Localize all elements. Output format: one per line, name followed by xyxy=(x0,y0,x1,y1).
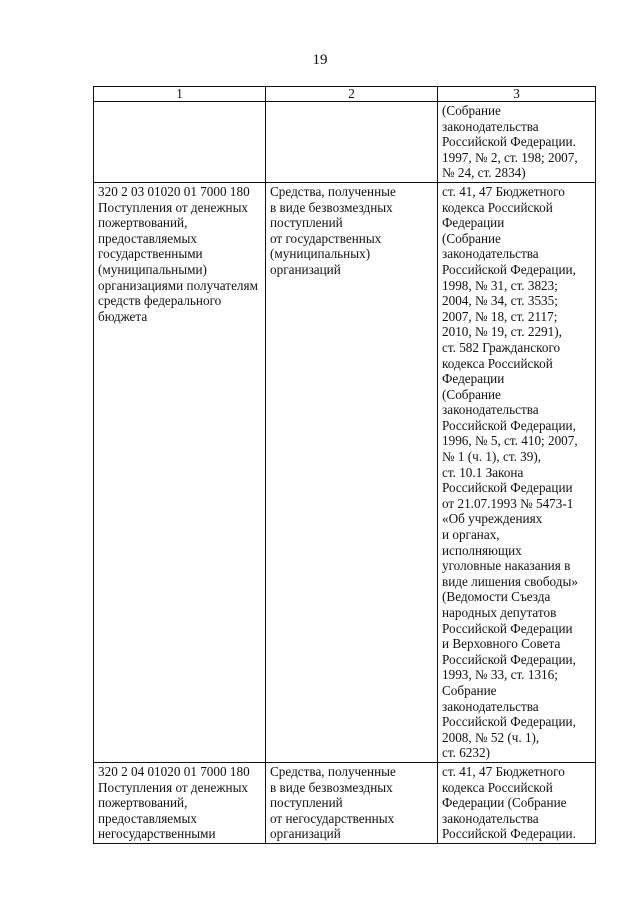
cell-text-line: 2008, № 52 (ч. 1), xyxy=(442,729,540,745)
header-col-3: 3 xyxy=(438,87,596,102)
cell-text-line: поступлений xyxy=(270,215,343,231)
cell-text-line: 320 2 03 01020 01 7000 180 xyxy=(98,183,250,199)
cell-text-line: организаций xyxy=(270,261,341,277)
cell-text-line: ст. 41, 47 Бюджетного xyxy=(442,763,565,779)
cell-text-line: № 1 (ч. 1), ст. 39), xyxy=(442,449,542,465)
cell-text-line: исполняющих xyxy=(442,542,522,558)
cell-text-line: бюджета xyxy=(98,308,148,324)
table-cell-col-2 xyxy=(266,182,438,762)
cell-text-line: 2004, № 34, ст. 3535; xyxy=(442,293,558,309)
cell-text-line: (Собрание xyxy=(442,386,501,402)
cell-text-line: законодательства xyxy=(442,118,539,134)
page-number: 19 xyxy=(312,52,328,68)
cell-text-line: № 24, ст. 2834) xyxy=(442,165,526,181)
cell-text-line: Российской Федерации xyxy=(442,620,573,636)
cell-text-line: Российской Федерации xyxy=(442,480,573,496)
cell-text-line: «Об учреждениях xyxy=(442,511,543,527)
cell-text-line: от негосударственных xyxy=(270,810,395,826)
table-header-row xyxy=(94,87,596,102)
cell-text-line: Федерации xyxy=(442,371,505,387)
cell-text-line: поступлений xyxy=(270,795,343,811)
cell-text-line: 1993, № 33, ст. 1316; xyxy=(442,667,558,683)
cell-text-line: 320 2 04 01020 01 7000 180 xyxy=(98,763,250,779)
table-row xyxy=(94,102,596,183)
cell-text-line: законодательства xyxy=(442,246,539,262)
cell-text-line: 1998, № 31, ст. 3823; xyxy=(442,277,558,293)
cell-text-line: (муниципальными) xyxy=(98,261,207,277)
cell-text-line: (муниципальных) xyxy=(270,246,371,262)
table-cell-col-3 xyxy=(438,182,596,762)
cell-text-line: Федерации xyxy=(442,215,505,231)
cell-text-line: Российской Федерации. xyxy=(442,826,576,842)
cell-text-line: законодательства xyxy=(442,810,539,826)
cell-text-line: Российской Федерации, xyxy=(442,261,576,277)
cell-text-line: Средства, полученные xyxy=(270,763,396,779)
header-col-1: 1 xyxy=(94,87,266,102)
cell-text-line: предоставляемых xyxy=(98,230,197,246)
cell-text-line: Российской Федерации, xyxy=(442,714,576,730)
table-cell-col-1 xyxy=(94,762,266,843)
cell-text-line: и органах, xyxy=(442,527,500,543)
cell-text-line: организаций xyxy=(270,826,341,842)
cell-text-line: 1996, № 5, ст. 410; 2007, xyxy=(442,433,578,449)
document-table xyxy=(93,86,596,844)
table-cell-col-1 xyxy=(94,102,266,183)
cell-text-line: (Собрание xyxy=(442,230,501,246)
header-col-2: 2 xyxy=(266,87,438,102)
cell-text-line: ст. 6232) xyxy=(442,745,490,761)
cell-text-line: государственными xyxy=(98,246,203,262)
table-row xyxy=(94,182,596,762)
cell-text-line: в виде безвозмездных xyxy=(270,779,393,795)
cell-text-line: (Ведомости Съезда xyxy=(442,589,551,605)
cell-text-line: 1997, № 2, ст. 198; 2007, xyxy=(442,149,578,165)
cell-text-line: 2007, № 18, ст. 2117; xyxy=(442,308,558,324)
cell-text-line: организациями получателям xyxy=(98,277,258,293)
cell-text-line: кодекса Российской xyxy=(442,779,553,795)
table-cell-col-3 xyxy=(438,762,596,843)
cell-text-line: предоставляемых xyxy=(98,810,197,826)
table-cell-col-1 xyxy=(94,182,266,762)
cell-text-line: Средства, полученные xyxy=(270,183,396,199)
cell-text-line: законодательства xyxy=(442,402,539,418)
cell-text-line: законодательства xyxy=(442,698,539,714)
cell-text-line: пожертвований, xyxy=(98,795,188,811)
cell-text-line: ст. 10.1 Закона xyxy=(442,464,524,480)
cell-text-line: виде лишения свободы» xyxy=(442,573,578,589)
cell-text-line: ст. 41, 47 Бюджетного xyxy=(442,183,565,199)
cell-text-line: Российской Федерации, xyxy=(442,417,576,433)
table-row xyxy=(94,762,596,843)
cell-text-line: от государственных xyxy=(270,230,382,246)
cell-text-line: Российской Федерации. xyxy=(442,134,576,150)
cell-text-line: пожертвований, xyxy=(98,215,188,231)
cell-text-line: в виде безвозмездных xyxy=(270,199,393,215)
table-cell-col-3 xyxy=(438,102,596,183)
cell-text-line: Собрание xyxy=(442,682,497,698)
cell-text-line: негосударственными xyxy=(98,826,216,842)
cell-text-line: Российской Федерации, xyxy=(442,651,576,667)
cell-text-line: Поступления от денежных xyxy=(98,779,249,795)
cell-text-line: уголовные наказания в xyxy=(442,558,571,574)
cell-text-line: от 21.07.1993 № 5473-1 xyxy=(442,495,574,511)
cell-text-line: (Собрание xyxy=(442,103,501,118)
cell-text-line: и Верховного Совета xyxy=(442,636,561,652)
cell-text-line: Федерации (Собрание xyxy=(442,795,567,811)
table-cell-col-2 xyxy=(266,102,438,183)
cell-text-line: 2010, № 19, ст. 2291), xyxy=(442,324,562,340)
cell-text-line: кодекса Российской xyxy=(442,355,553,371)
cell-text-line: народных депутатов xyxy=(442,605,557,620)
table-cell-col-2 xyxy=(266,762,438,843)
cell-text-line: Поступления от денежных xyxy=(98,199,249,215)
table-body xyxy=(94,102,596,844)
cell-text-line: кодекса Российской xyxy=(442,199,553,215)
cell-text-line: средств федерального xyxy=(98,293,222,309)
cell-text-line: ст. 582 Гражданского xyxy=(442,339,561,355)
